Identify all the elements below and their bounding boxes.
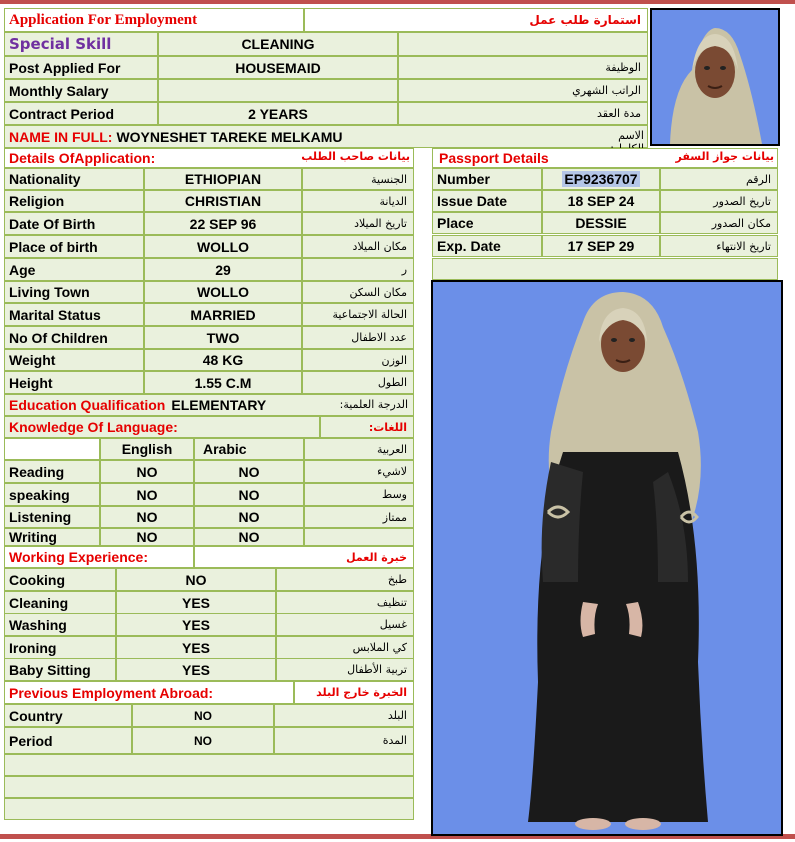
passport-value — [542, 235, 660, 257]
experience-value: YES — [116, 658, 276, 681]
language-ar: وسط — [304, 483, 414, 506]
details-ar: الديانة — [302, 190, 414, 212]
blank-row — [4, 798, 414, 820]
salary-ar: الراتب الشهري — [398, 79, 648, 102]
details-label: Nationality — [4, 168, 144, 190]
experience-label: Ironing — [4, 636, 116, 659]
blank-row — [4, 776, 414, 798]
full-photo-image — [433, 282, 781, 834]
col-arabic: Arabic — [203, 441, 247, 457]
applicant-full-photo — [431, 280, 783, 836]
language-label: Listening — [4, 506, 100, 528]
details-ar: الجنسية — [302, 168, 414, 190]
language-english: NO — [100, 506, 194, 528]
passport-ar: تاريخ الانتهاء — [660, 235, 778, 257]
abroad-ar: المدة — [274, 727, 414, 754]
details-label: Date Of Birth — [4, 212, 144, 235]
language-label: Writing — [4, 528, 100, 546]
abroad-label: Period — [4, 727, 132, 754]
abroad-heading-en: Previous Employment Abroad: — [9, 684, 214, 701]
details-value: MARRIED — [144, 303, 302, 326]
experience-value: YES — [116, 636, 276, 659]
details-ar: تاريخ الميلاد — [302, 212, 414, 235]
experience-value: NO — [116, 568, 276, 591]
blank-row — [4, 754, 414, 776]
details-value: CHRISTIAN — [144, 190, 302, 212]
education-value: ELEMENTARY — [171, 397, 267, 413]
passport-value — [542, 168, 660, 190]
passport-label: Place — [432, 212, 542, 234]
contract-ar: مدة العقد — [398, 102, 648, 125]
passport-ar: الرقم — [660, 168, 778, 190]
passport-label: Number — [432, 168, 542, 190]
top-rule — [0, 0, 795, 4]
language-head-blank — [4, 438, 100, 460]
details-label: Religion — [4, 190, 144, 212]
abroad-label: Country — [4, 704, 132, 727]
passport-value — [542, 212, 660, 234]
post-label: Post Applied For — [4, 56, 158, 79]
experience-ar: طبخ — [276, 568, 414, 591]
details-ar: مكان الميلاد — [302, 235, 414, 258]
experience-ar: تربية الأطفال — [276, 658, 414, 681]
experience-label: Cooking — [4, 568, 116, 591]
details-value: TWO — [144, 326, 302, 349]
applicant-head-photo — [650, 8, 780, 146]
post-ar: الوظيفة — [398, 56, 648, 79]
form-title-ar-cell — [304, 8, 648, 32]
col-english: English — [100, 438, 194, 460]
special-skill-label-cell — [4, 32, 158, 56]
passport-value-text: DESSIE — [575, 215, 627, 231]
name-row — [4, 125, 648, 148]
details-ar: الطول — [302, 371, 414, 394]
special-skill-ar — [398, 32, 648, 56]
name-label: NAME IN FULL: — [9, 128, 113, 145]
education-label: Education Qualification — [9, 397, 166, 413]
passport-ar: تاريخ الصدور — [660, 190, 778, 212]
language-heading-en: Knowledge Of Language: — [9, 419, 178, 435]
language-heading-ar: اللغات: — [320, 416, 414, 438]
experience-heading-en: Working Experience: — [9, 549, 149, 565]
experience-label: Cleaning — [4, 591, 116, 614]
experience-heading-cell — [4, 546, 194, 568]
special-skill-label: Special Skill — [9, 35, 112, 53]
form-title-en: Application For Employment — [9, 11, 198, 28]
experience-heading-ar: خبرة العمل — [194, 546, 414, 568]
details-value: WOLLO — [144, 235, 302, 258]
form-title — [4, 8, 304, 32]
language-arabic: NO — [194, 460, 304, 483]
passport-ar: مكان الصدور — [660, 212, 778, 234]
details-heading-ar: بيانات صاحب الطلب — [301, 150, 410, 163]
experience-value: YES — [116, 591, 276, 614]
details-value: 29 — [144, 258, 302, 281]
details-ar: الوزن — [302, 349, 414, 371]
col-arabic-cell — [194, 438, 304, 460]
abroad-ar: البلد — [274, 704, 414, 727]
passport-heading-en: Passport Details — [439, 150, 549, 166]
passport-label: Issue Date — [432, 190, 542, 212]
name-value: WOYNESHET TAREKE MELKAMU — [116, 128, 343, 145]
details-ar: عدد الاطفال — [302, 326, 414, 349]
language-label: speaking — [4, 483, 100, 506]
abroad-heading-cell — [4, 681, 294, 704]
details-ar: مكان السكن — [302, 281, 414, 303]
language-english: NO — [100, 483, 194, 506]
experience-label: Baby Sitting — [4, 658, 116, 681]
form-title-ar: استمارة طلب عمل — [529, 13, 641, 27]
details-label: No Of Children — [4, 326, 144, 349]
salary-value — [158, 79, 398, 102]
details-label: Age — [4, 258, 144, 281]
details-value: 48 KG — [144, 349, 302, 371]
passport-number: EP9236707 — [564, 171, 638, 187]
details-value: ETHIOPIAN — [144, 168, 302, 190]
post-value: HOUSEMAID — [158, 56, 398, 79]
language-arabic: NO — [194, 483, 304, 506]
details-value: 22 SEP 96 — [144, 212, 302, 235]
language-heading-cell — [4, 416, 320, 438]
col-arabic-ar: العربية — [304, 438, 414, 460]
passport-value-text: 17 SEP 29 — [567, 238, 635, 254]
details-label: Place of birth — [4, 235, 144, 258]
abroad-value: NO — [132, 704, 274, 727]
experience-value: YES — [116, 613, 276, 636]
details-label: Living Town — [4, 281, 144, 303]
name-ar: الاسم — [618, 129, 644, 142]
education-ar: الدرجة العلمية: — [339, 398, 408, 411]
language-label: Reading — [4, 460, 100, 483]
language-english: NO — [100, 460, 194, 483]
language-arabic: NO — [194, 506, 304, 528]
details-label: Marital Status — [4, 303, 144, 326]
language-ar — [304, 528, 414, 546]
special-skill-value: CLEANING — [158, 32, 398, 56]
details-heading-en: Details OfApplication: — [9, 150, 156, 166]
contract-label: Contract Period — [4, 102, 158, 125]
passport-label: Exp. Date — [432, 235, 542, 257]
abroad-value: NO — [132, 727, 274, 754]
experience-label: Washing — [4, 613, 116, 636]
salary-label: Monthly Salary — [4, 79, 158, 102]
language-english: NO — [100, 528, 194, 546]
language-ar: ممتاز — [304, 506, 414, 528]
details-value: 1.55 C.M — [144, 371, 302, 394]
experience-ar: تنظيف — [276, 591, 414, 614]
details-ar: ر — [302, 258, 414, 281]
passport-value — [542, 190, 660, 212]
contract-value: 2 YEARS — [158, 102, 398, 125]
language-arabic: NO — [194, 528, 304, 546]
passport-blank-row — [432, 258, 778, 280]
experience-ar: غسيل — [276, 613, 414, 636]
language-ar: لاشيء — [304, 460, 414, 483]
abroad-heading-ar: الخبرة خارج البلد — [294, 681, 414, 704]
details-label: Weight — [4, 349, 144, 371]
passport-value-text: 18 SEP 24 — [567, 193, 635, 209]
details-label: Height — [4, 371, 144, 394]
details-value: WOLLO — [144, 281, 302, 303]
details-ar: الحالة الاجتماعية — [302, 303, 414, 326]
passport-heading-ar: بيانات جواز السفر — [675, 150, 774, 163]
head-photo-image — [652, 10, 778, 144]
experience-ar: كي الملابس — [276, 636, 414, 659]
